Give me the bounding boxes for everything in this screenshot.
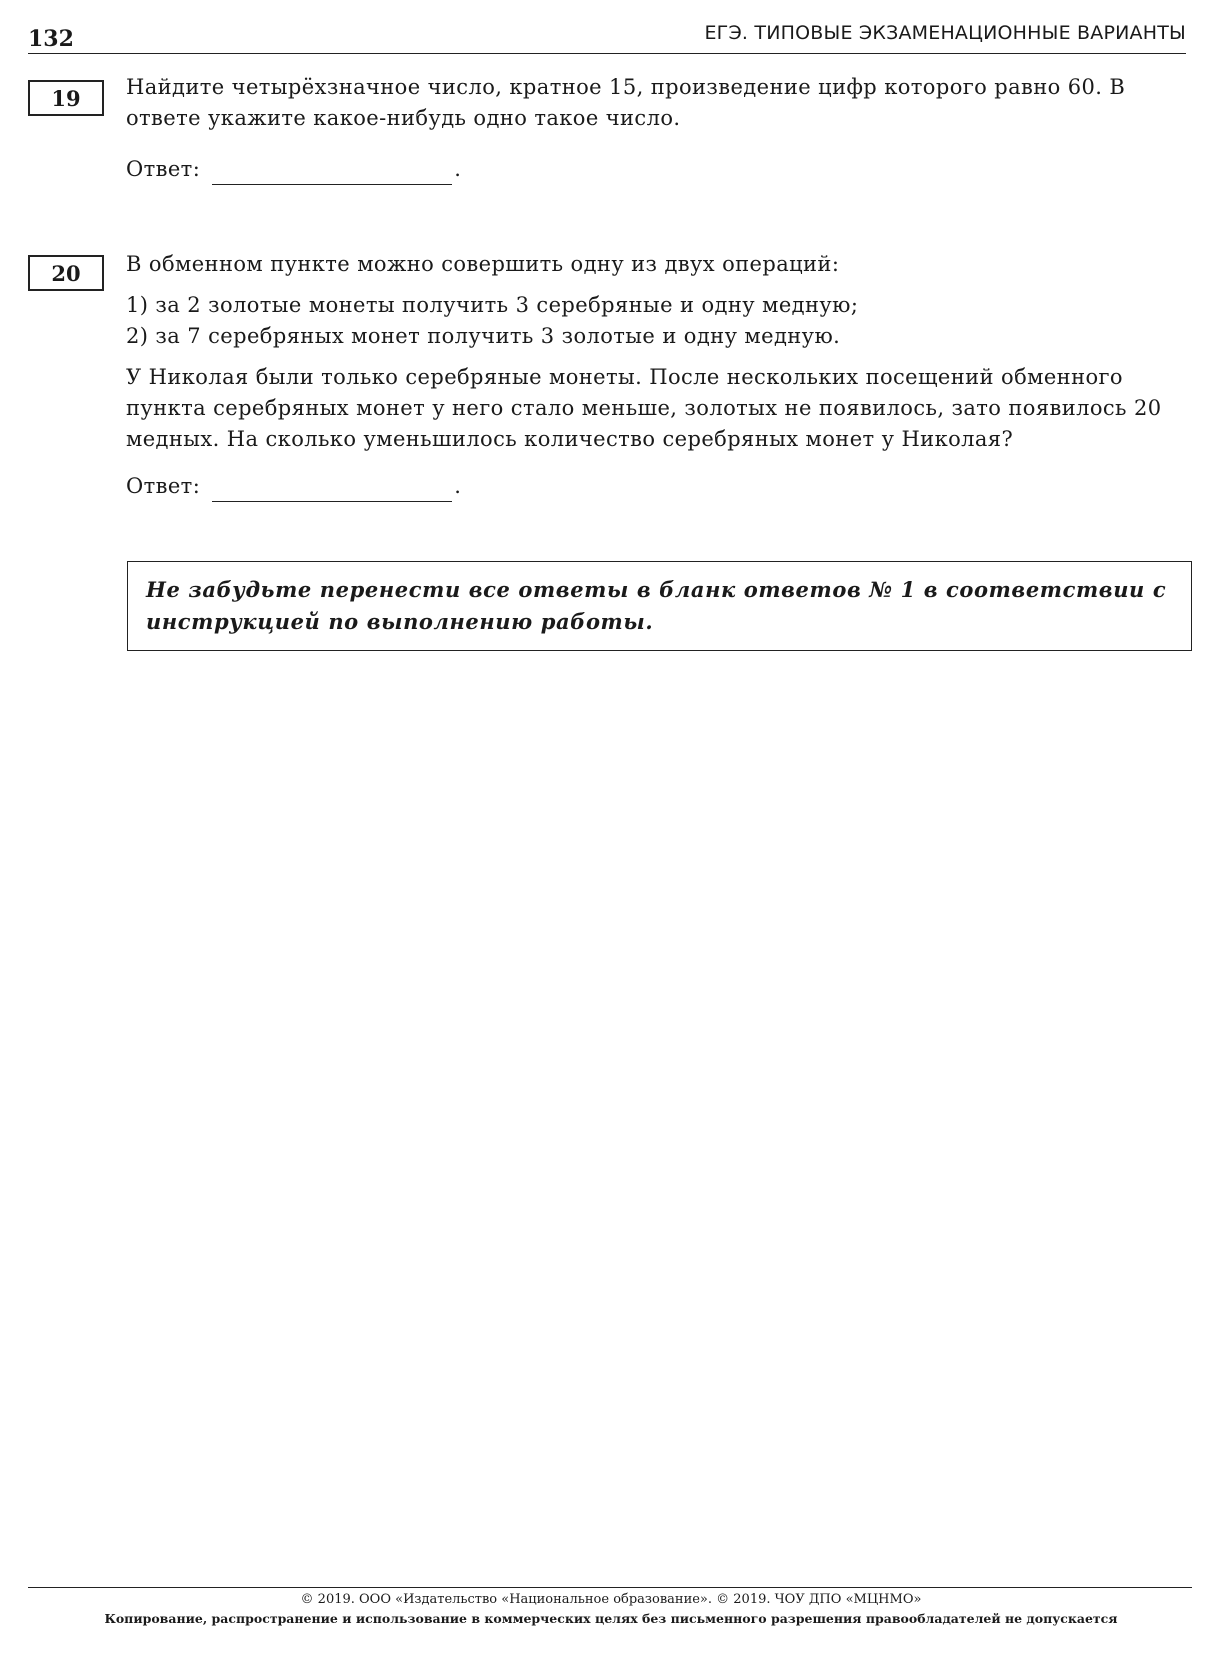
task-19 <box>28 75 1162 185</box>
answer-label: Ответ: <box>126 474 201 498</box>
answer-row <box>126 471 1162 502</box>
footer-copyright: © 2019. ООО «Издательство «Национальное образование». © 2019. ЧОУ ДПО «МЦНМО» <box>300 1592 922 1607</box>
reminder-box: Не забудьте перенести все ответы в бланк ответов № 1 в соответствии с инструкцией по выполнению работы. <box>127 561 1192 651</box>
task-20 <box>28 252 1162 502</box>
answer-field[interactable] <box>212 160 452 185</box>
task-option-2: 2) за 7 серебряных монет получить 3 золотые и одну медную. <box>126 324 841 348</box>
footer-notice: Копирование, распространение и использование в коммерческих целях без письменного разрешения правообладателей не допускается <box>104 1611 1118 1626</box>
header-divider <box>28 53 1186 54</box>
answer-row <box>126 154 1162 185</box>
running-header-title: ЕГЭ. ТИПОВЫЕ ЭКЗАМЕНАЦИОННЫЕ ВАРИАНТЫ <box>704 22 1186 44</box>
task-option-1: 1) за 2 золотые монеты получить 3 серебряные и одну медную; <box>126 293 859 317</box>
task-number-box: 20 <box>28 255 104 291</box>
answer-label: Ответ: <box>126 157 201 181</box>
footer-divider <box>28 1587 1192 1588</box>
task-statement: В обменном пункте можно совершить одну из двух операций: <box>126 252 840 276</box>
task-number-box: 19 <box>28 80 104 116</box>
answer-period: . <box>454 157 462 181</box>
answer-field[interactable] <box>212 477 452 502</box>
task-body <box>126 72 1162 185</box>
answer-period: . <box>454 474 462 498</box>
task-statement: Найдите четырёхзначное число, кратное 15, произведение цифр которого равно 60. В ответе укажите какое-нибудь одно такое число. <box>126 75 1126 130</box>
task-body <box>126 249 1162 502</box>
page-number: 132 <box>28 26 74 52</box>
task-condition: У Николая были только серебряные монеты. После нескольких посещений обменного пункта серебряных монет у него стало меньше, золотых не появилось, зато появилось 20 медных. На сколько уменьшилось количество серебряных монет у Николая? <box>126 365 1162 451</box>
